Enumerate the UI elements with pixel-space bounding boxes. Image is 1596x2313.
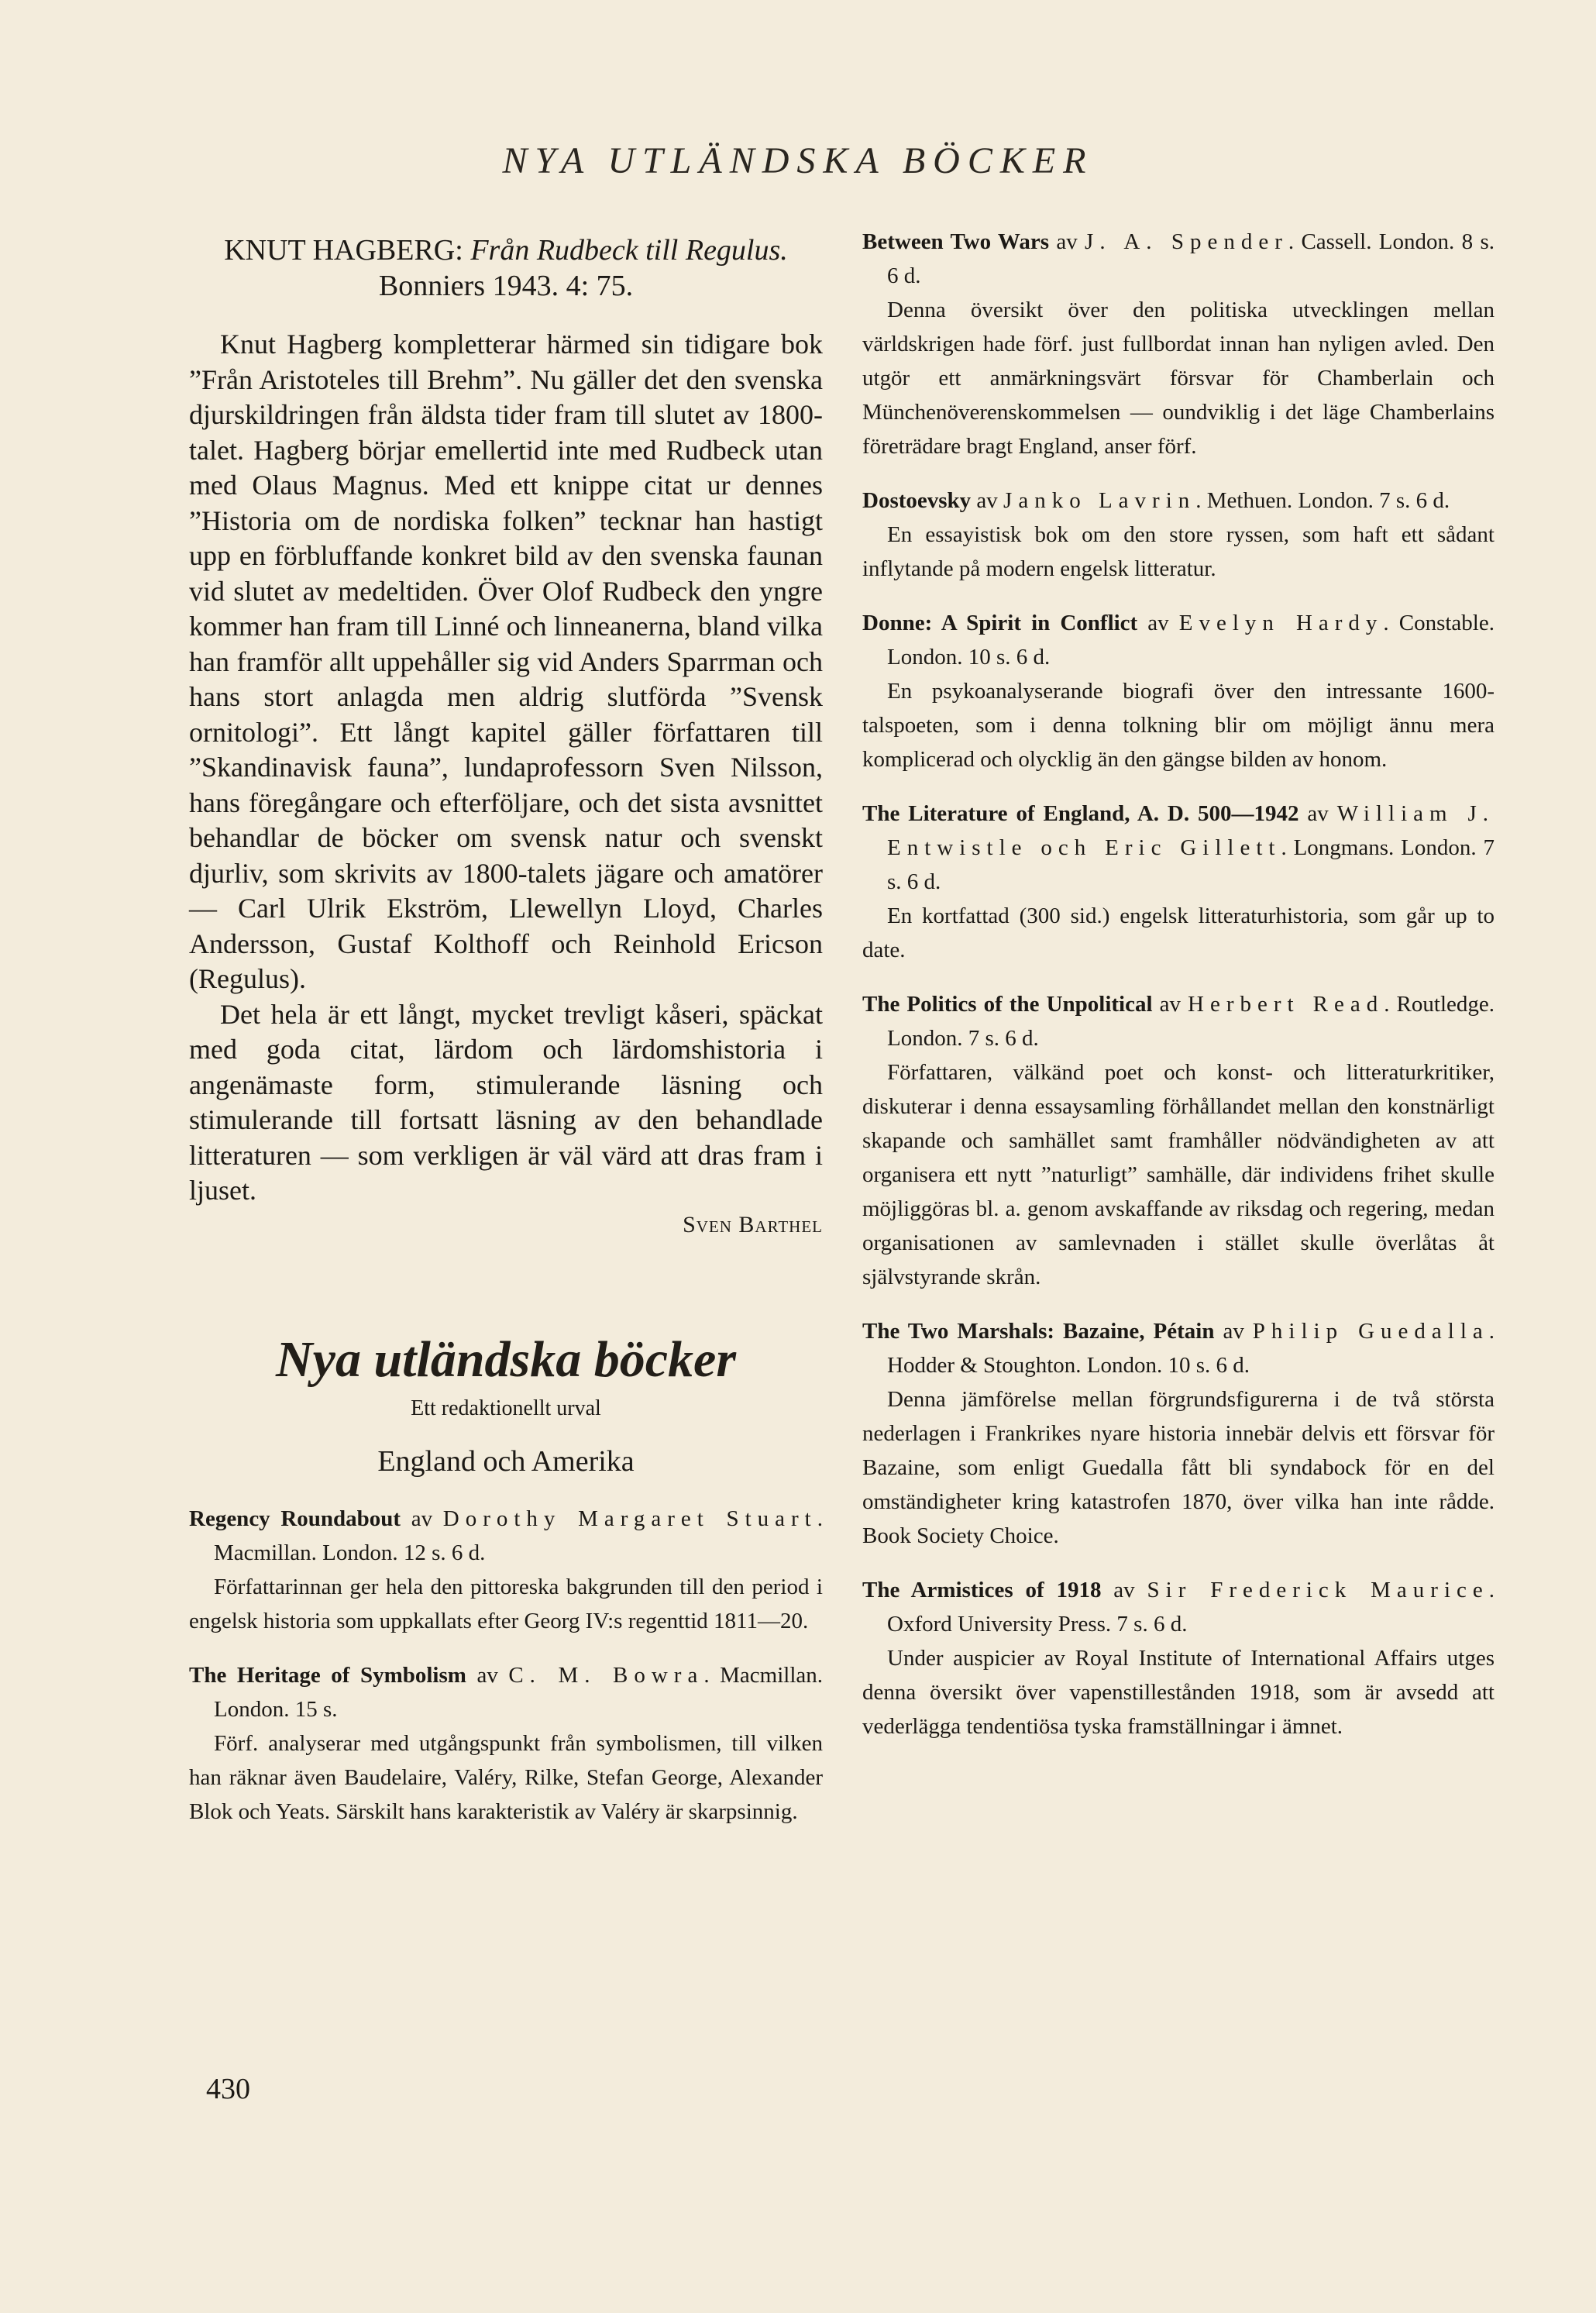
book-entry-heading <box>189 1658 823 1726</box>
left-entries <box>189 1502 823 1829</box>
book-description: Författaren, välkänd poet och konst- och litteraturkritiker, diskuterar i denna essaysamling förhållandet mellan den konstnärligt skapande och samhället samt framhåller nödvändigheten av att organisera ett nytt ”naturligt” samhälle, där individens frihet skulle möjliggöras bl. a. genom avskaffande av riksdag och regering, medan organisationen av samlevnaden i stället skulle överlåtas åt självstyrande skrån. <box>862 1060 1495 1289</box>
book-title: Between Two Wars <box>862 229 1049 254</box>
book-title: The Two Marshals: Bazaine, Pétain <box>862 1319 1215 1344</box>
book-description: Förf. analyserar med utgångspunkt från symbolismen, till vilken han räknar även Baudelaire, Valéry, Rilke, Stefan George, Alexander Blok och Yeats. Särskilt hans karakteristik av Valéry är skarpsinnig. <box>189 1730 823 1824</box>
book-title: The Literature of England, A. D. 500—1942 <box>862 801 1299 826</box>
book-details: . Hodder & Stoughton. London. 10 s. 6 d. <box>887 1319 1495 1378</box>
section-subtitle: Ett redaktionellt urval <box>411 1396 601 1420</box>
book-entry <box>862 484 1495 586</box>
review-heading: KNUT HAGBERG: Från Rudbeck till Regulus. Bonniers 1943. 4: 75. <box>224 234 788 302</box>
book-title: Donne: A Spirit in Conflict <box>862 611 1138 635</box>
book-description: Författarinnan ger hela den pittoreska bakgrunden till den period i engelsk historia som uppkallats efter Georg IV:s regenttid 1811—20. <box>189 1574 823 1633</box>
book-entry <box>189 1502 823 1638</box>
book-entry-heading <box>189 1502 823 1570</box>
book-entry <box>189 1658 823 1829</box>
book-entry <box>862 1573 1495 1743</box>
book-by: av <box>971 488 1004 513</box>
book-author: Janko Lavrin <box>1003 488 1196 513</box>
book-entry <box>862 1314 1495 1553</box>
book-title: The Politics of the Unpolitical <box>862 992 1153 1017</box>
book-details: . Routledge. London. 7 s. 6 d. <box>887 992 1495 1051</box>
book-details: . Macmillan. London. 12 s. 6 d. <box>214 1506 823 1565</box>
book-description: Under auspicier av Royal Institute of International Affairs utges denna översikt över vapenstillestånden 1918, som är avsedd att vederlägga tendentiösa tyska framställningar i ämnet. <box>862 1646 1495 1739</box>
book-entry <box>862 225 1495 463</box>
book-author: Herbert Read <box>1188 992 1384 1017</box>
running-header: NYA UTLÄNDSKA BÖCKER <box>502 140 1094 181</box>
review-paragraph: Det hela är ett långt, mycket trevligt kåseri, späckat med goda citat, lärdom och lärdomshistoria i angenämaste form, stimulerande läsning och stimulerande till fortsatt läsning av den behandlade litteraturen — som verkligen är väl värd att dras fram i ljuset. <box>189 998 823 1206</box>
book-entry-heading <box>862 1573 1495 1641</box>
book-entry <box>862 797 1495 967</box>
book-author: C. M. Bowra <box>508 1662 704 1688</box>
review-paragraph: Knut Hagberg kompletterar härmed sin tidigare bok ”Från Aristoteles till Brehm”. Nu gäller det den svenska djurskildringen från äldsta tider fram till slutet av 1800-talet. Hagberg börjar emellertid inte med Rudbeck utan med Olaus Magnus. Med ett knippe citat ur dennes ”Historia om de nordiska folken” tecknar han hastigt upp en förbluffande konkret bild av den svenska faunan vid slutet av medeltiden. Över Olof Rudbeck den yngre kommer han fram till Linné och linneanerna, bland vilka han framför allt uppehåller sig vid Anders Sparrman och hans stort anlagda men aldrig slutförda ”Svensk ornitologi”. Ett långt kapitel gäller författaren till ”Skandinavisk fauna”, lundaprofessorn Sven Nilsson, hans föregångare och efterföljare, och det sista avsnittet behandlar de böcker om svensk natur och svenskt djurliv, som skrivits av 1800-talets jägare och amatörer — Carl Ulrik Ekström, Llewellyn Lloyd, Charles Andersson, Gustaf Kolthoff och Reinhold Ericson (Regulus). <box>189 329 823 994</box>
book-description: En kortfattad (300 sid.) engelsk litteraturhistoria, som går up to date. <box>862 904 1495 962</box>
review-author: KNUT HAGBERG <box>224 234 456 267</box>
review-title: Från Rudbeck till Regulus. <box>470 234 788 267</box>
book-entry-heading <box>862 1314 1495 1382</box>
section-title: Nya utländska böcker <box>276 1330 736 1388</box>
book-entry-heading <box>862 987 1495 1055</box>
book-author: Philip Guedalla <box>1252 1319 1489 1344</box>
review-publisher: Bonniers 1943. 4: 75. <box>378 270 634 302</box>
book-by: av <box>1101 1578 1147 1602</box>
book-details: . Constable. London. 10 s. 6 d. <box>887 611 1495 669</box>
book-entry-heading <box>862 606 1495 674</box>
book-details: . Cassell. London. 8 s. 6 d. <box>887 229 1495 288</box>
right-column <box>862 225 1495 1764</box>
right-entries <box>862 225 1495 1743</box>
book-description: En psykoanalyserande biografi över den intressante 1600-talspoeten, som i denna tolkning blir om möjligt ännu mera komplicerad och olycklig än den gängse bilden av honom. <box>862 679 1495 772</box>
book-details: . Longmans. London. 7 s. 6 d. <box>887 835 1495 894</box>
book-entry-heading <box>862 484 1495 518</box>
book-title: Regency Roundabout <box>189 1506 401 1531</box>
book-entry-heading <box>862 797 1495 899</box>
book-by: av <box>1214 1319 1253 1344</box>
book-description: En essayistisk bok om den store ryssen, som haft ett sådant inflytande på modern engelsk litteratur. <box>862 522 1495 581</box>
book-title: Dostoevsky <box>862 488 972 513</box>
book-by: av <box>401 1506 443 1531</box>
book-title: The Armistices of 1918 <box>862 1578 1102 1602</box>
book-entry <box>862 987 1495 1294</box>
book-details: . Macmillan. London. 15 s. <box>214 1662 823 1722</box>
book-author: Evelyn Hardy <box>1178 611 1384 635</box>
book-by: av <box>1049 229 1085 254</box>
book-description: Denna jämförelse mellan förgrundsfigurerna i de två största nederlagen i Frankrikes nyare historia innebär delvis ett försvar för Bazaine, som enligt Guedalla fått bli syndabock för en del omständigheter kring katastrofen 1870, över vilka han inte rådde. Book Society Choice. <box>862 1387 1495 1548</box>
section-region: England och Amerika <box>377 1444 635 1478</box>
book-description: Denna översikt över den politiska utvecklingen mellan världskrigen hade förf. just fullbordat innan han nyligen avled. Den utgör ett anmärkningsvärt försvar för Chamberlain och Münchenöverenskommelsen — oundviklig i det läge Chamberlains företrädare bragt England, anser förf. <box>862 298 1495 459</box>
book-details: . Oxford University Press. 7 s. 6 d. <box>887 1578 1495 1637</box>
review-signature: Sven Barthel <box>683 1211 823 1237</box>
book-title: The Heritage of Symbolism <box>189 1662 466 1688</box>
book-by: av <box>466 1662 509 1688</box>
book-by: av <box>1152 992 1188 1017</box>
book-details: . Methuen. London. 7 s. 6 d. <box>1195 488 1450 513</box>
book-entry-heading <box>862 225 1495 293</box>
left-column <box>189 232 823 1849</box>
book-author: Sir Frederick Maurice <box>1147 1578 1489 1602</box>
page-number: 430 <box>206 2073 250 2105</box>
book-author: J. A. Spender <box>1085 229 1288 254</box>
book-by: av <box>1298 801 1337 826</box>
book-by: av <box>1137 611 1179 635</box>
book-entry <box>862 606 1495 776</box>
book-author: Dorothy Margaret Stuart <box>442 1506 817 1531</box>
book-author: William J. Entwistle och Eric Gillett <box>887 801 1495 860</box>
